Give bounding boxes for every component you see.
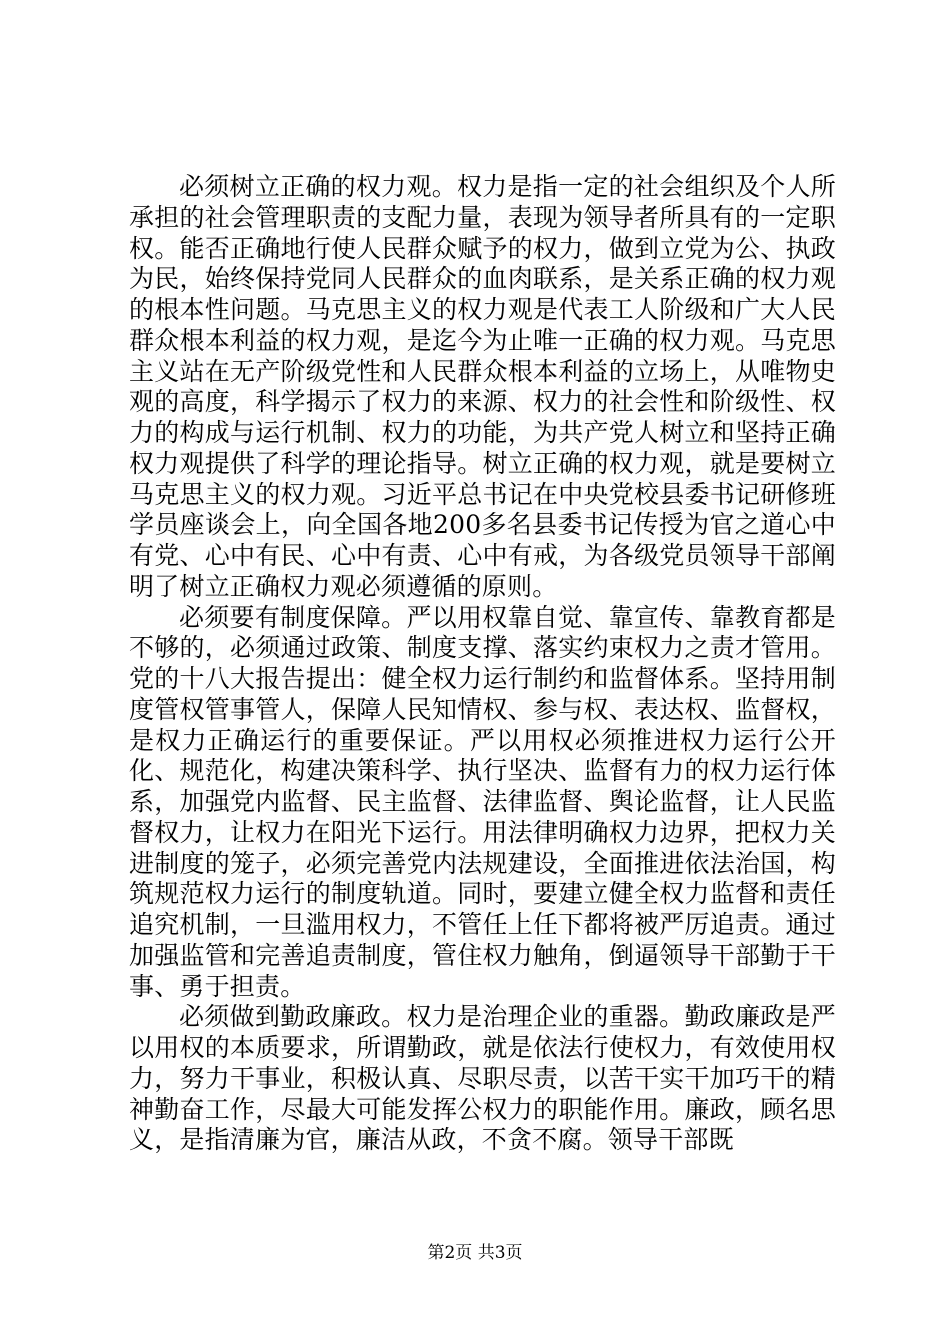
page-number-footer: 第2页 共3页 bbox=[427, 1243, 523, 1263]
paragraph-power-view: 必须树立正确的权力观。权力是指一定的社会组织及个人所承担的社会管理职责的支配力量，表现为领导者所具有的一定职权。能否正确地行使人民群众赋予的权力，做到立党为公、执政为民，始终保持党同人民群众的血肉联系，是关系正确的权力观的根本性问题。马克思主义的权力观是代表工人阶级和广大人民群众根本利益的权力观，是迄今为止唯一正确的权力观。马克思主义站在无产阶级党性和人民群众根本利益的立场上，从唯物史观的高度，科学揭示了权力的来源、权力的社会性和阶级性、权力的构成与运行机制、权力的功能，为共产党人树立和坚持正确权力观提供了科学的理论指导。树立正确的权力观，就是要树立马克思主义的权力观。习近平总书记在中央党校县委书记研修班学员座谈会上，向全国各地200多名县委书记传授为官之道心中有党、心中有民、心中有责、心中有戒，为各级党员领导干部阐明了树立正确权力观必须遵循的原则。 bbox=[129, 172, 836, 601]
paragraph-institutional-guarantee: 必须要有制度保障。严以用权靠自觉、靠宣传、靠教育都是不够的，必须通过政策、制度支撑、落实约束权力之责才管用。党的十八大报告提出：健全权力运行制约和监督体系。坚持用制度管权管事管人，保障人民知情权、参与权、表达权、监督权，是权力正确运行的重要保证。严以用权必须推进权力运行公开化、规范化，构建决策科学、执行坚决、监督有力的权力运行体系，加强党内监督、民主监督、法律监督、舆论监督，让人民监督权力，让权力在阳光下运行。用法律明确权力边界，把权力关进制度的笼子，必须完善党内法规建设，全面推进依法治国，构筑规范权力运行的制度轨道。同时，要建立健全权力监督和责任追究机制，一旦滥用权力，不管任上任下都将被严厉追责。通过加强监管和完善追责制度，管住权力触角，倒逼领导干部勤于干事、勇于担责。 bbox=[129, 602, 836, 1001]
document-body bbox=[129, 172, 836, 1156]
paragraph-diligent-clean-governance: 必须做到勤政廉政。权力是治理企业的重器。勤政廉政是严以用权的本质要求，所谓勤政，就是依法行使权力，有效使用权力，努力干事业，积极认真、尽职尽责，以苦干实干加巧干的精神勤奋工作，尽最大可能发挥公权力的职能作用。廉政，顾名思义，是指清廉为官，廉洁从政，不贪不腐。领导干部既 bbox=[129, 1002, 836, 1155]
